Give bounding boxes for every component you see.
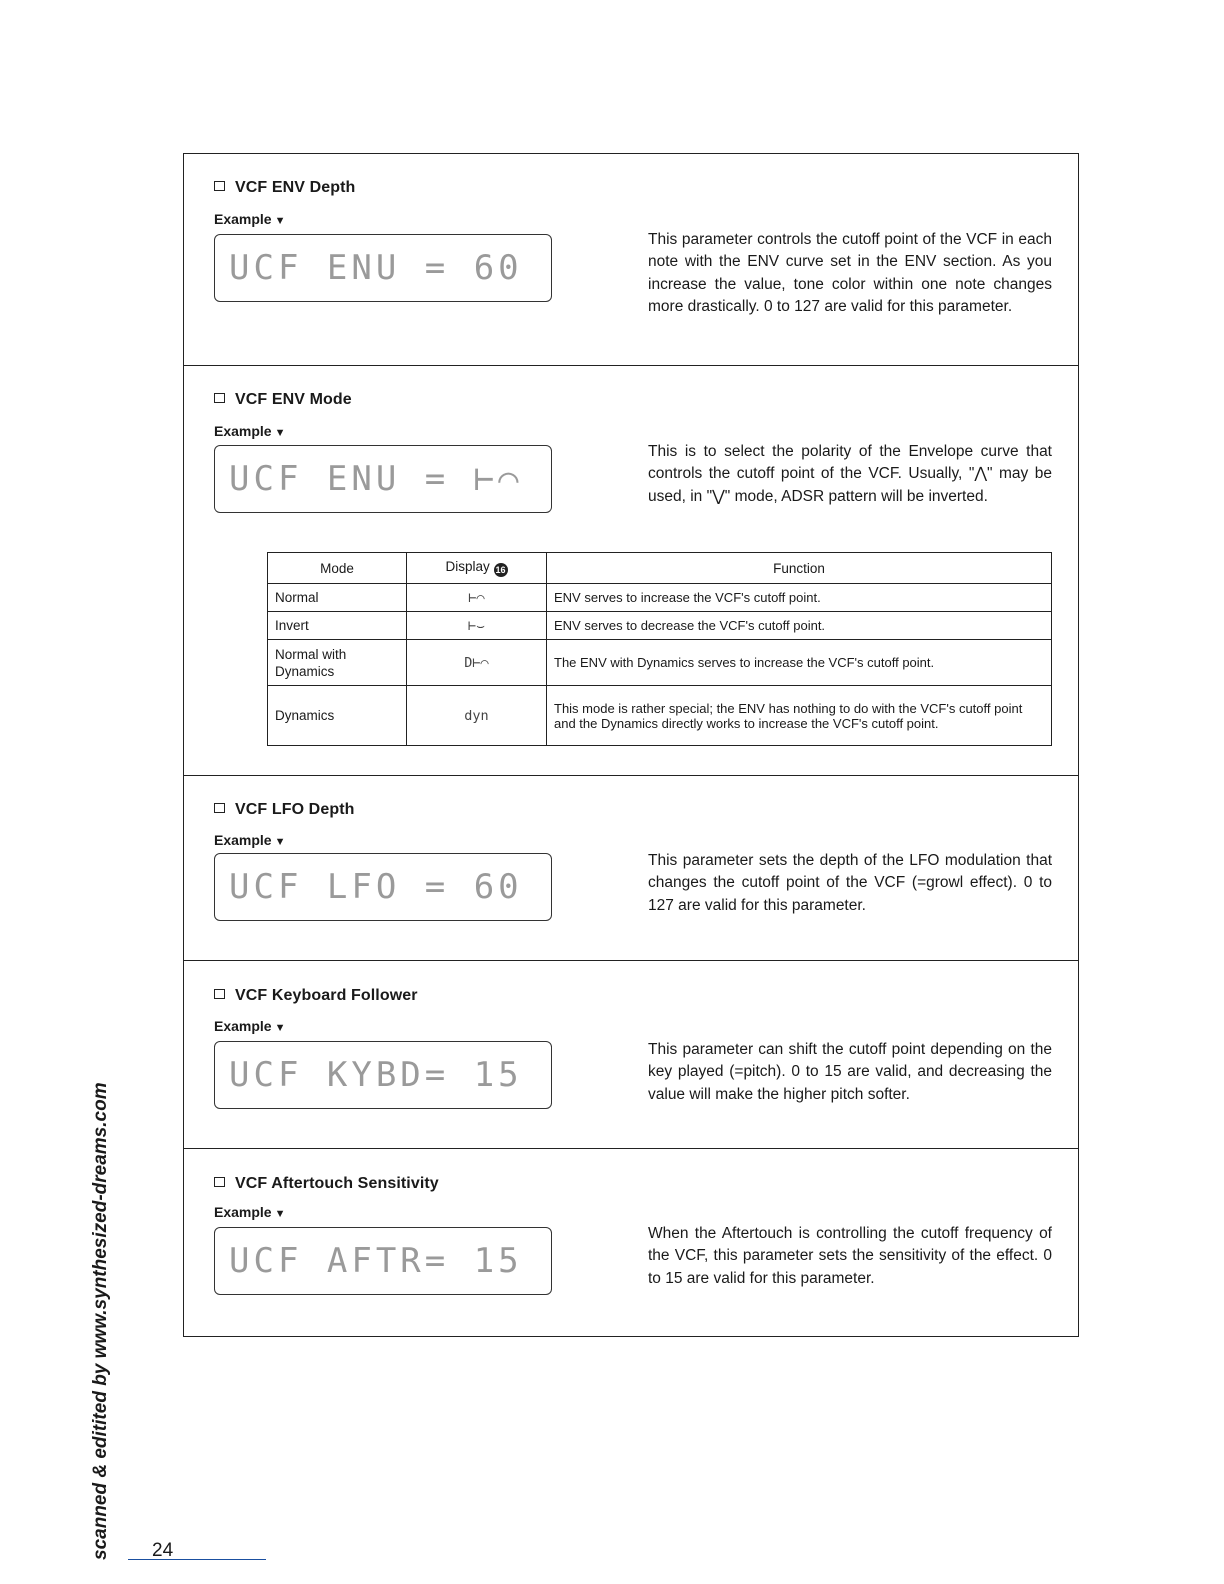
lcd-display [214, 1227, 552, 1295]
header-display: Display 16 [407, 553, 547, 584]
display-number-badge: 16 [495, 565, 506, 575]
cell-display: dyn [407, 686, 547, 746]
checkbox-square-icon [214, 1177, 225, 1187]
lcd-display [214, 234, 552, 302]
cell-function: ENV serves to decrease the VCF's cutoff point. [547, 612, 1052, 640]
cell-function: The ENV with Dynamics serves to increase the VCF's cutoff point. [547, 640, 1052, 686]
section-vcf-aftertouch-sensitivity [184, 1149, 1078, 1338]
cell-mode: Dynamics [268, 686, 407, 746]
triangle-down-icon: ▼ [274, 427, 286, 439]
watermark-text: scanned & editited by www.synthesized-dreams.com [90, 1082, 111, 1560]
section-description: This parameter sets the depth of the LFO modulation that changes the cutoff point of the VCF (=growl effect). 0 to 127 are valid for this parameter. [648, 852, 1052, 914]
checkbox-square-icon [214, 393, 225, 403]
triangle-down-icon: ▼ [274, 215, 286, 227]
parameter-frame [183, 153, 1079, 1337]
lcd-display [214, 853, 552, 921]
lcd-text: UCF LFO = 60 [229, 867, 523, 907]
lcd-text: UCF ENU = 60 [229, 248, 523, 288]
section-vcf-lfo-depth [184, 776, 1078, 961]
cell-function: ENV serves to increase the VCF's cutoff point. [547, 584, 1052, 612]
header-function: Function [547, 553, 1052, 584]
checkbox-square-icon [214, 989, 225, 999]
section-description: This parameter can shift the cutoff point depending on the key played (=pitch). 0 to 15 are valid, and decreasing the value will make the higher pitch softer. [648, 1041, 1052, 1103]
lcd-display [214, 445, 552, 513]
section-description: This parameter controls the cutoff point of the VCF in each note with the ENV curve set in the ENV section. As you increase the value, tone color within one note changes more drastically. 0 to 127 are valid for this parameter. [648, 231, 1052, 316]
table-row [268, 584, 1052, 612]
cell-mode: Invert [268, 612, 407, 640]
section-vcf-keyboard-follower [184, 961, 1078, 1149]
triangle-down-icon: ▼ [274, 1022, 286, 1034]
page-number-underline [128, 1559, 266, 1560]
triangle-down-icon: ▼ [274, 1208, 286, 1220]
cell-display: ⊢⌣ [407, 612, 547, 640]
example-label: Example ▼ [214, 211, 286, 227]
cell-mode: Normal [268, 584, 407, 612]
example-label: Example ▼ [214, 1204, 286, 1220]
lcd-display [214, 1041, 552, 1109]
example-label: Example ▼ [214, 423, 286, 439]
section-description: This is to select the polarity of the Envelope curve that controls the cutoff point of the VCF. Usually, "⋀" may be used, in "⋁" mode, ADSR pattern will be inverted. [648, 443, 1052, 505]
section-description: When the Aftertouch is controlling the cutoff frequency of the VCF, this parameter sets the sensitivity of the effect. 0 to 15 are valid for this parameter. [648, 1225, 1052, 1287]
lcd-text: UCF KYBD= 15 [229, 1055, 523, 1095]
table-row [268, 612, 1052, 640]
section-title: VCF LFO Depth [214, 801, 355, 819]
section-title: VCF Keyboard Follower [214, 987, 418, 1005]
cell-function: This mode is rather special; the ENV has nothing to do with the VCF's cutoff point and the Dynamics directly works to increase the VCF's cutoff point. [547, 686, 1052, 746]
section-title: VCF ENV Mode [214, 391, 352, 409]
cell-mode: Normal with Dynamics [268, 640, 407, 686]
table-row [268, 686, 1052, 746]
page-number: 24 [152, 1540, 174, 1561]
cell-display: D⊢⌒ [407, 640, 547, 686]
watermark [58, 1060, 111, 1560]
header-mode: Mode [268, 553, 407, 584]
example-label: Example ▼ [214, 832, 286, 848]
section-title: VCF ENV Depth [214, 179, 355, 197]
table-header-row [268, 553, 1052, 584]
triangle-down-icon: ▼ [274, 836, 286, 848]
section-vcf-env-depth [184, 154, 1078, 366]
checkbox-square-icon [214, 803, 225, 813]
lcd-text: UCF AFTR= 15 [229, 1241, 523, 1281]
env-mode-table [267, 552, 1052, 746]
cell-display: ⊢⌒ [407, 584, 547, 612]
table-row [268, 640, 1052, 686]
checkbox-square-icon [214, 181, 225, 191]
lcd-text: UCF ENU = ⊢⌒ [229, 459, 523, 499]
section-title: VCF Aftertouch Sensitivity [214, 1175, 439, 1193]
example-label: Example ▼ [214, 1018, 286, 1034]
